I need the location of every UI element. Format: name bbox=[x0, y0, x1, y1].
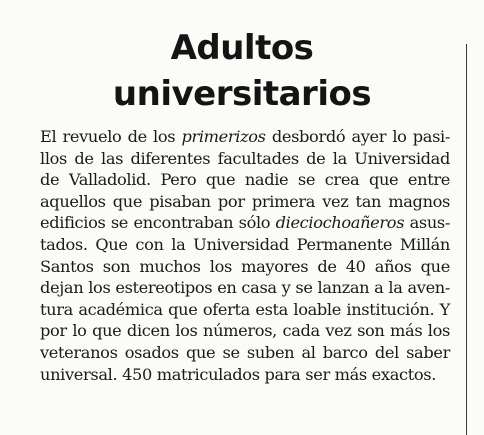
body-line: llos de las diferentes facultades de la Universidad bbox=[40, 148, 450, 168]
body-line: por lo que dicen los números, cada vez son más los bbox=[40, 321, 450, 341]
body-line: edificios se encontraban sólo dieciochoañeros asus- bbox=[40, 213, 450, 233]
body-line: tados. Que con la Universidad Permanente Millán bbox=[40, 234, 450, 254]
column-divider bbox=[466, 44, 467, 435]
headline-line-2: universitarios bbox=[112, 74, 372, 114]
body-line: tura académica que oferta esta loable institución. Y bbox=[40, 299, 450, 319]
body-line: de Valladolid. Pero que nadie se crea que entre bbox=[40, 170, 450, 190]
body-line: El revuelo de los primerizos desbordó ayer lo pasi- bbox=[40, 127, 450, 146]
headline-line-1: Adultos bbox=[170, 28, 314, 68]
article-body bbox=[40, 126, 450, 385]
body-line: aquellos que pisaban por primera vez tan magnos bbox=[40, 191, 450, 211]
body-line: veteranos osados que se suben al barco del saber bbox=[40, 342, 450, 362]
emphasis-dieciochoaneros: dieciochoañeros bbox=[275, 213, 405, 233]
body-line: universal. 450 matriculados para ser más exactos. bbox=[40, 364, 437, 384]
body-line: dejan los estereotipos en casa y se lanzan a la aven- bbox=[40, 278, 450, 298]
emphasis-primerizos: primerizos bbox=[181, 127, 266, 146]
body-line: Santos son muchos los mayores de 40 años que bbox=[40, 256, 450, 276]
